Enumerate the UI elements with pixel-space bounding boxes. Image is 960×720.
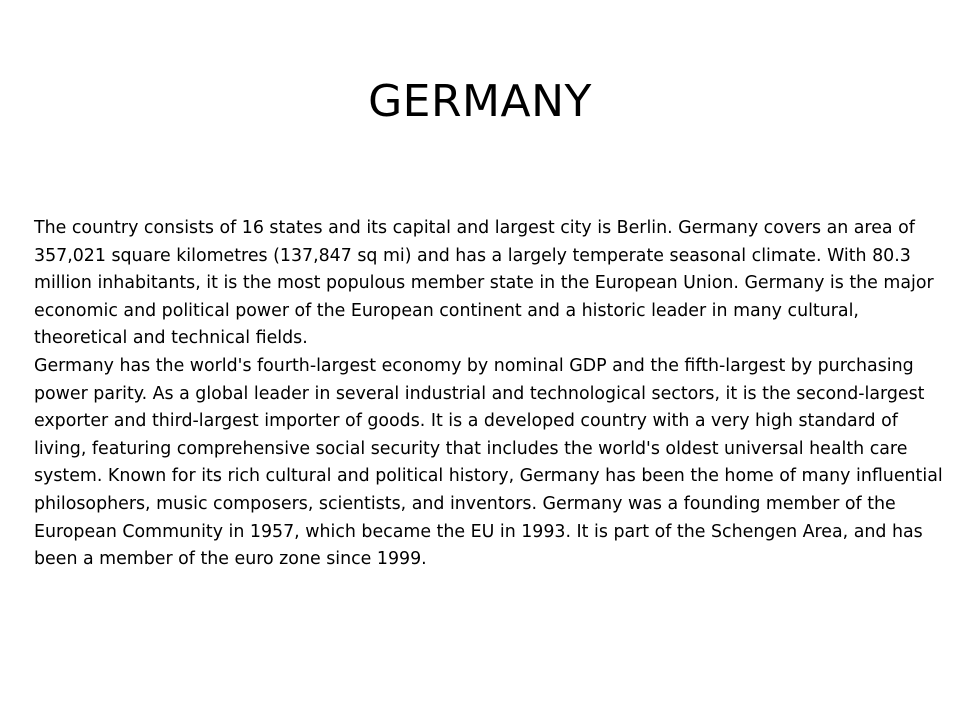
paragraph-economy: Germany has the world's fourth-largest economy by nominal GDP and the fifth-largest by purchasing power parity. As a global leader in several industrial and technological sectors, it is the second-largest exporter and third-largest importer of goods. It is a developed country with a very high standard of living, featuring comprehensive social security that includes the world's oldest universal health care system. Known for its rich cultural and political history, Germany has been the home of many influential philosophers, music composers, scientists, and inventors. Germany was a founding member of the European Community in 1957, which became the EU in 1993. It is part of the Schengen Area, and has been a member of the euro zone since 1999. (34, 355, 943, 570)
paragraph-overview: The country consists of 16 states and its capital and largest city is Berlin. Germany covers an area of 357,021 square kilometres (137,847 sq mi) and has a largely temperate seasonal climate. With 80.3 million inhabitants, it is the most populous member state in the European Union. Germany is the major economic and political power of the European continent and a historic leader in many cultural, theoretical and technical fields. (34, 218, 934, 349)
slide-body (34, 215, 946, 574)
slide-title: GERMANY (368, 76, 592, 127)
